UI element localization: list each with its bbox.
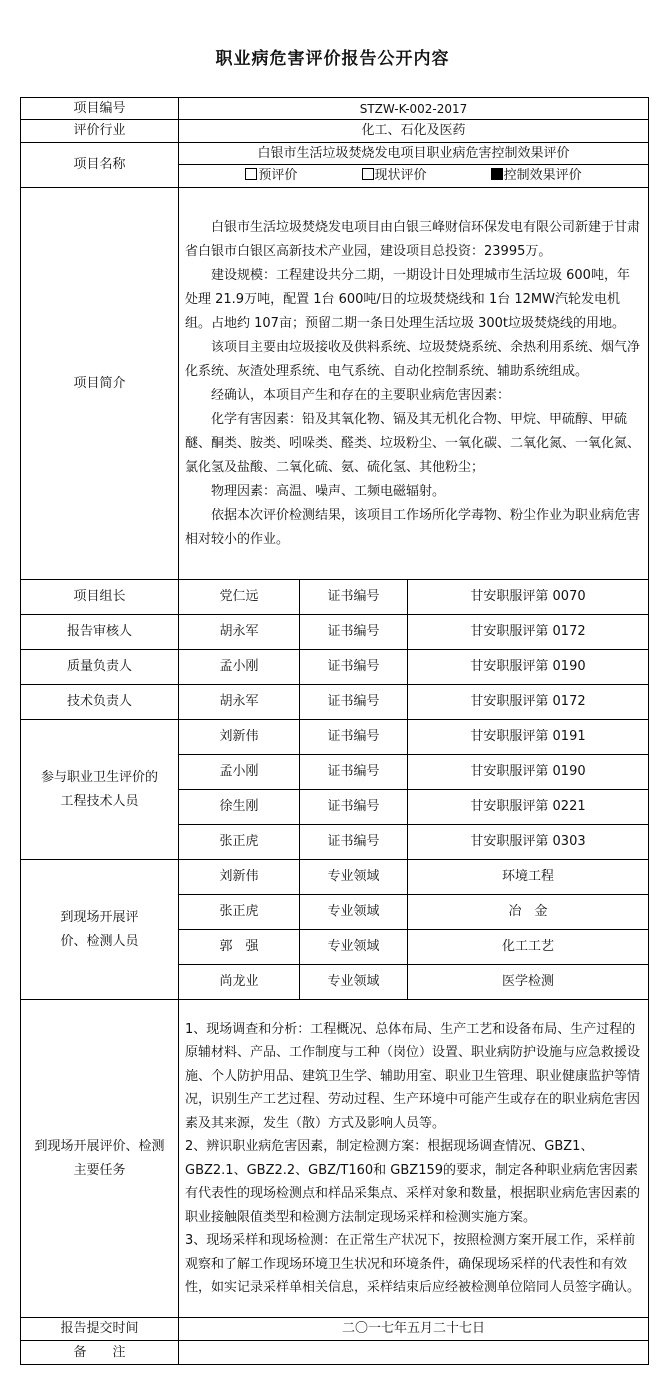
engineers-label: 参与职业卫生评价的工程技术人员 — [21, 720, 179, 860]
field-area: 化工工艺 — [408, 930, 649, 965]
checkbox-icon — [362, 168, 374, 180]
field-name: 刘新伟 — [179, 860, 300, 895]
intro-paragraph: 经确认，本项目产生和存在的主要职业病危害因素： — [211, 387, 511, 403]
report-table — [20, 97, 649, 1365]
leader-role: 技术负责人 — [21, 685, 179, 720]
leader-cert-label: 证书编号 — [300, 685, 408, 720]
leader-role: 报告审核人 — [21, 615, 179, 650]
submit-value: 二〇一七年五月二十七日 — [179, 1318, 649, 1341]
eval-type-pre-label: 预评价 — [258, 168, 298, 183]
intro-paragraph: 物理因素：高温、噪声、工频电磁辐射。 — [211, 483, 446, 499]
leader-row — [21, 650, 649, 685]
field-name: 郭 强 — [179, 930, 300, 965]
remark-label: 备 注 — [21, 1341, 179, 1365]
submit-label: 报告提交时间 — [21, 1318, 179, 1341]
eval-type-status — [362, 167, 427, 185]
field-area-label: 专业领域 — [300, 860, 408, 895]
engineer-name: 刘新伟 — [179, 720, 300, 755]
eval-type-options — [179, 165, 649, 188]
field-area-label: 专业领域 — [300, 965, 408, 1000]
industry-row — [21, 120, 649, 143]
field-label: 到现场开展评价、检测人员 — [21, 860, 179, 1000]
intro-paragraph: 建设规模：工程建设共分二期，一期设计日处理城市生活垃圾 600吨，年处理 21.9万吨，配置 1台 600吨/日的垃圾焚烧线和 1台 12MW汽轮发电机组。占地约 107亩；预留二期一条日处理生活垃圾 300t垃圾焚烧线的用地。 — [185, 267, 630, 331]
leader-name: 孟小刚 — [179, 650, 300, 685]
leader-cert-label: 证书编号 — [300, 615, 408, 650]
task-item: 3、现场采样和现场检测：在正常生产状况下，按照检测方案开展工作，采样前观察和了解工作现场环境卫生状况和环境条件，确保现场采样的代表性和有效性，如实记录采样单相关信息，采样结束后应经被检测单位陪同人员签字确认。 — [185, 1233, 641, 1295]
engineer-name: 张正虎 — [179, 825, 300, 860]
engineer-row — [21, 720, 649, 755]
field-area-label: 专业领域 — [300, 895, 408, 930]
leader-name: 党仁远 — [179, 580, 300, 615]
checkbox-icon — [245, 168, 257, 180]
engineer-cert: 甘安职服评第 0191 — [408, 720, 649, 755]
field-area: 医学检测 — [408, 965, 649, 1000]
leader-cert: 甘安职服评第 0172 — [408, 685, 649, 720]
submit-row — [21, 1318, 649, 1341]
eval-type-control-label: 控制效果评价 — [503, 168, 582, 183]
task-item: 2、辨识职业病危害因素，制定检测方案：根据现场调查情况、GBZ1、GBZ2.1、GBZ2.2、GBZ/T160和 GBZ159的要求，制定各种职业病危害因素有代表性的现场检测点和样品采集点、采样对象和数量，根据职业病危害因素的职业接触限值类型和检测方法制定现场采样和检测实施方案。 — [185, 1139, 641, 1225]
industry-label: 评价行业 — [21, 120, 179, 143]
project-no-value: STZW-K-002-2017 — [179, 98, 649, 120]
task-item: 1、现场调查和分析：工程概况、总体布局、生产工艺和设备布局、生产过程的原辅材料、产品、工作制度与工种（岗位）设置、职业病防护设施与应急救援设施、个人防护用品、建筑卫生学、辅助用室、职业卫生管理、职业健康监护等情况，识别生产工艺过程、劳动过程、生产环境中可能产生或存在的职业病危害因素及其来源，发生（散）方式及影响人员等。 — [185, 1021, 641, 1131]
leader-cert: 甘安职服评第 0190 — [408, 650, 649, 685]
page-title: 职业病危害评价报告公开内容 — [215, 49, 450, 69]
intro-label: 项目简介 — [21, 188, 179, 580]
project-name-value: 白银市生活垃圾焚烧发电项目职业病危害控制效果评价 — [179, 143, 649, 165]
leader-row — [21, 685, 649, 720]
project-name-label: 项目名称 — [21, 143, 179, 188]
field-row — [21, 860, 649, 895]
engineer-cert: 甘安职服评第 0221 — [408, 790, 649, 825]
leader-cert-label: 证书编号 — [300, 650, 408, 685]
engineer-cert-label: 证书编号 — [300, 825, 408, 860]
field-name: 张正虎 — [179, 895, 300, 930]
leader-cert: 甘安职服评第 0172 — [408, 615, 649, 650]
field-area-label: 专业领域 — [300, 930, 408, 965]
checkbox-checked-icon — [491, 168, 503, 180]
leader-name: 胡永军 — [179, 615, 300, 650]
tasks-content — [179, 1000, 649, 1318]
engineer-cert: 甘安职服评第 0190 — [408, 755, 649, 790]
leader-name: 胡永军 — [179, 685, 300, 720]
engineer-cert-label: 证书编号 — [300, 790, 408, 825]
intro-row — [21, 188, 649, 580]
intro-content — [179, 188, 649, 580]
leader-cert-label: 证书编号 — [300, 580, 408, 615]
project-no-row — [21, 98, 649, 120]
eval-type-pre — [245, 167, 297, 185]
leader-role: 项目组长 — [21, 580, 179, 615]
eval-type-status-label: 现状评价 — [374, 168, 427, 183]
intro-paragraph: 该项目主要由垃圾接收及供料系统、垃圾焚烧系统、余热利用系统、烟气净化系统、灰渣处理系统、电气系统、自动化控制系统、辅助系统组成。 — [185, 339, 641, 379]
field-area: 环境工程 — [408, 860, 649, 895]
engineer-cert-label: 证书编号 — [300, 755, 408, 790]
intro-paragraph: 化学有害因素：铅及其氧化物、镉及其无机化合物、甲烷、甲硫醇、甲硫醚、酮类、胺类、吲哚类、醛类、垃圾粉尘、一氧化碳、二氧化氮、一氧化氮、氯化氢及盐酸、二氧化硫、氨、硫化氢、其他粉尘； — [185, 411, 641, 475]
field-area: 冶 金 — [408, 895, 649, 930]
tasks-row — [21, 1000, 649, 1318]
engineer-name: 孟小刚 — [179, 755, 300, 790]
engineer-cert-label: 证书编号 — [300, 720, 408, 755]
leader-row — [21, 580, 649, 615]
intro-paragraph: 白银市生活垃圾焚烧发电项目由白银三峰财信环保发电有限公司新建于甘肃省白银市白银区高新技术产业园，建设项目总投资：23995万。 — [185, 219, 641, 259]
project-name-row — [21, 143, 649, 165]
leader-cert: 甘安职服评第 0070 — [408, 580, 649, 615]
leader-row — [21, 615, 649, 650]
field-name: 尚龙业 — [179, 965, 300, 1000]
engineer-cert: 甘安职服评第 0303 — [408, 825, 649, 860]
engineer-name: 徐生刚 — [179, 790, 300, 825]
remark-value — [179, 1341, 649, 1365]
leader-role: 质量负责人 — [21, 650, 179, 685]
tasks-label: 到现场开展评价、检测主要任务 — [21, 1000, 179, 1318]
industry-value: 化工、石化及医药 — [179, 120, 649, 143]
eval-type-control — [491, 167, 582, 185]
project-no-label: 项目编号 — [21, 98, 179, 120]
remark-row — [21, 1341, 649, 1365]
intro-paragraph: 依据本次评价检测结果，该项目工作场所化学毒物、粉尘作业为职业病危害相对较小的作业。 — [185, 507, 641, 547]
